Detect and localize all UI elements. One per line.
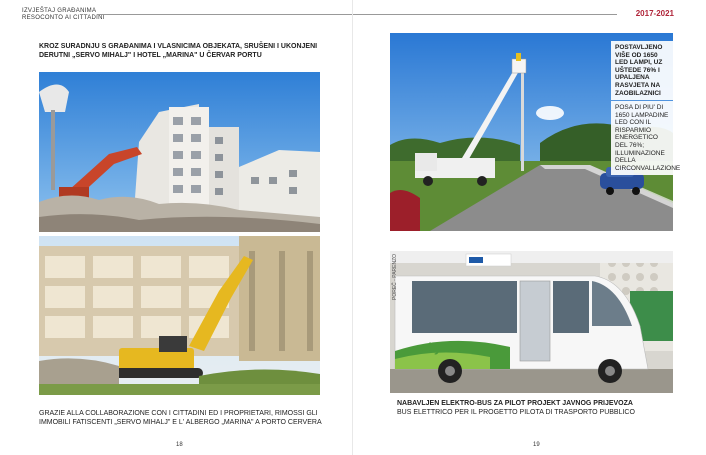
- page-spine: [352, 0, 353, 455]
- led-text-hr: POSTAVLJENO VIŠE OD 1650 LED LAMPI, UZ UŠTEDE 76% I UPALJENA RASVJETA NA ZAOBILAZNICI: [611, 41, 673, 100]
- report-title-hr: IZVJEŠTAJ GRAĐANIMA: [22, 8, 97, 14]
- header-rule: [97, 14, 617, 15]
- page-number-left: 18: [176, 442, 183, 448]
- demolition-caption-it: GRAZIE ALLA COLLABORAZIONE CON I CITTADINI ED I PROPRIETARI, RIMOSSI GLI IMMOBILI FATISCENTI „SERVO MIHALJ" E L' ALBERGO „MARINA" A PORTO CERVERA: [39, 410, 322, 426]
- citybus-logo: citybus: [420, 340, 466, 355]
- page-number-right: 19: [533, 442, 540, 448]
- bus-caption-it: BUS ELETTRICO PER IL PROGETTO PILOTA DI TRASPORTO PUBBLICO: [397, 409, 635, 416]
- report-title-it: RESOCONTO AI CITTADINI: [22, 15, 105, 21]
- demolition-caption-hr: KROZ SURADNJU S GRAĐANIMA I VLASNICIMA OBJEKATA, SRUŠENI I UKONJENI DERUTNI „SERVO MIHALJ" I HOTEL „MARINA" U ČERVAR PORTU: [39, 43, 318, 59]
- demolition-photo-top: [39, 72, 320, 232]
- led-text-it: POSA DI PIU' DI 1650 LAMPADINE LED CON IL RISPARMIO ENERGETICO DEL 76%; ILLUMINAZIONE DELLA CIRCONVALLAZIONE: [611, 101, 673, 175]
- bus-side-text: POREČ - PARENZO: [392, 253, 398, 300]
- report-years: 2017-2021: [635, 9, 674, 18]
- electric-bus-photo: [390, 251, 673, 393]
- demolition-photo-bottom: [39, 236, 320, 395]
- bus-caption-hr: NABAVLJEN ELEKTRO-BUS ZA PILOT PROJEKT JAVNOG PRIJEVOZA: [397, 400, 633, 407]
